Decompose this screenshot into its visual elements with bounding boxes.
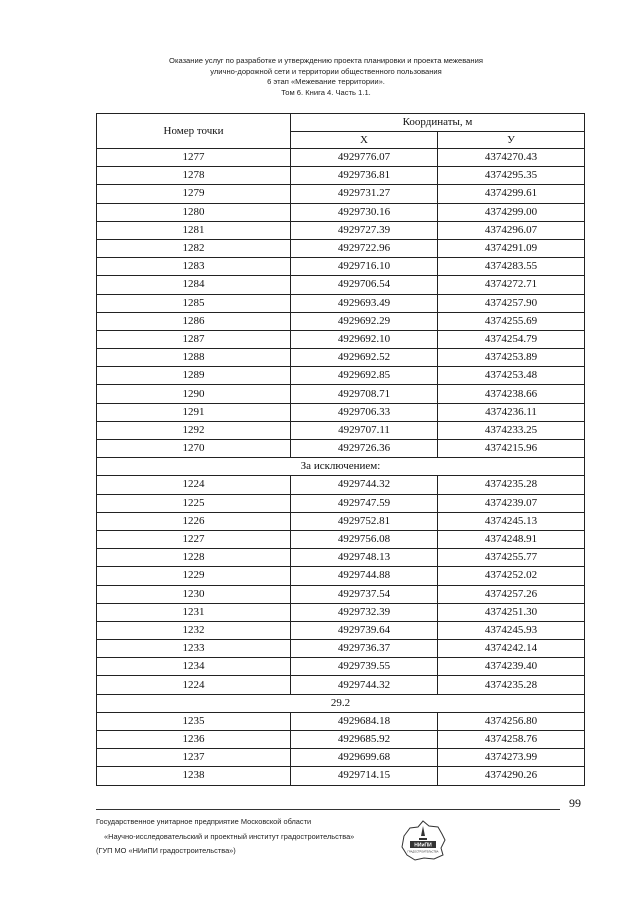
point-number-cell: 1289: [97, 367, 291, 385]
table-row: [97, 749, 585, 767]
table-row: [97, 385, 585, 403]
x-coordinate-cell: 4929708.71: [291, 385, 438, 403]
table-row: [97, 221, 585, 239]
x-coordinate-cell: 4929692.85: [291, 367, 438, 385]
x-coordinate-cell: 4929722.96: [291, 239, 438, 257]
table-row: [97, 712, 585, 730]
x-coordinate-cell: 4929732.39: [291, 603, 438, 621]
x-coordinate-cell: 4929752.81: [291, 512, 438, 530]
footer-line-3: (ГУП МО «НИиПИ градостроительства»): [96, 846, 236, 855]
x-coordinate-cell: 4929730.16: [291, 203, 438, 221]
table-body: [97, 149, 585, 786]
table-row: [97, 440, 585, 458]
page-number: 99: [569, 796, 581, 810]
x-coordinate-cell: 4929744.32: [291, 676, 438, 694]
point-number-cell: 1236: [97, 731, 291, 749]
y-coordinate-cell: 4374235.28: [438, 676, 585, 694]
header-line-3: 6 этап «Межевание территории».: [267, 77, 385, 87]
x-coordinate-cell: 4929727.39: [291, 221, 438, 239]
x-coordinate-cell: 4929744.32: [291, 476, 438, 494]
point-number-cell: 1277: [97, 149, 291, 167]
table-row: [97, 258, 585, 276]
document-footer: [96, 815, 354, 859]
table-row: [97, 767, 585, 785]
y-coordinate-cell: 4374296.07: [438, 221, 585, 239]
point-number-cell: 1238: [97, 767, 291, 785]
point-number-cell: 1281: [97, 221, 291, 239]
header-line-2: улично-дорожной сети и территории общественного пользования: [210, 66, 442, 76]
point-number-cell: 1229: [97, 567, 291, 585]
table-row: [97, 567, 585, 585]
footer-divider: [96, 809, 560, 810]
point-number-cell: 1225: [97, 494, 291, 512]
table-row: [97, 203, 585, 221]
x-coordinate-cell: 4929748.13: [291, 549, 438, 567]
table-row: [97, 621, 585, 639]
y-coordinate-cell: 4374239.40: [438, 658, 585, 676]
document-header: [100, 56, 552, 98]
point-number-cell: 1228: [97, 549, 291, 567]
header-line-4: Том 6. Книга 4. Часть 1.1.: [281, 87, 371, 97]
point-number-cell: 1230: [97, 585, 291, 603]
section-row: [97, 694, 585, 712]
y-coordinate-cell: 4374252.02: [438, 567, 585, 585]
logo-text-bottom: ГРАДОСТРОИТЕЛЬСТВА: [407, 850, 439, 854]
x-coordinate-cell: 4929692.52: [291, 349, 438, 367]
x-coordinate-cell: 4929716.10: [291, 258, 438, 276]
x-coordinate-cell: 4929693.49: [291, 294, 438, 312]
table-row: [97, 603, 585, 621]
logo-text-top: НИиПИ: [414, 842, 432, 849]
table-row: [97, 149, 585, 167]
table-row: [97, 731, 585, 749]
table-row: [97, 294, 585, 312]
table-row: [97, 349, 585, 367]
footer-line-1: Государственное унитарное предприятие Московской области: [96, 817, 312, 826]
y-coordinate-cell: 4374253.48: [438, 367, 585, 385]
y-coordinate-cell: 4374251.30: [438, 603, 585, 621]
section-row: [97, 458, 585, 476]
table-row: [97, 585, 585, 603]
table-row: [97, 239, 585, 257]
x-coordinate-cell: 4929692.10: [291, 330, 438, 348]
table-row: [97, 549, 585, 567]
header-coordinates: Координаты, м: [291, 114, 585, 132]
header-y: У: [438, 131, 585, 149]
y-coordinate-cell: 4374236.11: [438, 403, 585, 421]
point-number-cell: 1224: [97, 676, 291, 694]
point-number-cell: 1237: [97, 749, 291, 767]
y-coordinate-cell: 4374299.00: [438, 203, 585, 221]
y-coordinate-cell: 4374254.79: [438, 330, 585, 348]
point-number-cell: 1284: [97, 276, 291, 294]
x-coordinate-cell: 4929731.27: [291, 185, 438, 203]
table-row: [97, 167, 585, 185]
x-coordinate-cell: 4929692.29: [291, 312, 438, 330]
y-coordinate-cell: 4374291.09: [438, 239, 585, 257]
x-coordinate-cell: 4929737.54: [291, 585, 438, 603]
point-number-cell: 1226: [97, 512, 291, 530]
point-number-cell: 1287: [97, 330, 291, 348]
x-coordinate-cell: 4929706.33: [291, 403, 438, 421]
y-coordinate-cell: 4374270.43: [438, 149, 585, 167]
x-coordinate-cell: 4929776.07: [291, 149, 438, 167]
y-coordinate-cell: 4374273.99: [438, 749, 585, 767]
x-coordinate-cell: 4929747.59: [291, 494, 438, 512]
x-coordinate-cell: 4929714.15: [291, 767, 438, 785]
section-label: 29.2: [97, 694, 585, 712]
y-coordinate-cell: 4374248.91: [438, 530, 585, 548]
x-coordinate-cell: 4929685.92: [291, 731, 438, 749]
y-coordinate-cell: 4374257.90: [438, 294, 585, 312]
table-row: [97, 330, 585, 348]
point-number-cell: 1227: [97, 530, 291, 548]
footer-line-2: «Научно-исследовательский и проектный институт градостроительства»: [104, 831, 355, 841]
y-coordinate-cell: 4374253.89: [438, 349, 585, 367]
point-number-cell: 1224: [97, 476, 291, 494]
x-coordinate-cell: 4929726.36: [291, 440, 438, 458]
y-coordinate-cell: 4374242.14: [438, 640, 585, 658]
point-number-cell: 1288: [97, 349, 291, 367]
table-row: [97, 512, 585, 530]
point-number-cell: 1282: [97, 239, 291, 257]
y-coordinate-cell: 4374245.13: [438, 512, 585, 530]
x-coordinate-cell: 4929739.64: [291, 621, 438, 639]
point-number-cell: 1233: [97, 640, 291, 658]
table-row: [97, 403, 585, 421]
point-number-cell: 1232: [97, 621, 291, 639]
table-row: [97, 421, 585, 439]
y-coordinate-cell: 4374299.61: [438, 185, 585, 203]
y-coordinate-cell: 4374255.77: [438, 549, 585, 567]
y-coordinate-cell: 4374290.26: [438, 767, 585, 785]
header-x: X: [291, 131, 438, 149]
point-number-cell: 1286: [97, 312, 291, 330]
y-coordinate-cell: 4374233.25: [438, 421, 585, 439]
y-coordinate-cell: 4374239.07: [438, 494, 585, 512]
x-coordinate-cell: 4929736.81: [291, 167, 438, 185]
point-number-cell: 1270: [97, 440, 291, 458]
y-coordinate-cell: 4374283.55: [438, 258, 585, 276]
y-coordinate-cell: 4374245.93: [438, 621, 585, 639]
y-coordinate-cell: 4374215.96: [438, 440, 585, 458]
x-coordinate-cell: 4929739.55: [291, 658, 438, 676]
x-coordinate-cell: 4929707.11: [291, 421, 438, 439]
x-coordinate-cell: 4929699.68: [291, 749, 438, 767]
point-number-cell: 1283: [97, 258, 291, 276]
x-coordinate-cell: 4929684.18: [291, 712, 438, 730]
table-row: [97, 658, 585, 676]
section-label: За исключением:: [97, 458, 585, 476]
point-number-cell: 1279: [97, 185, 291, 203]
x-coordinate-cell: 4929736.37: [291, 640, 438, 658]
x-coordinate-cell: 4929706.54: [291, 276, 438, 294]
point-number-cell: 1231: [97, 603, 291, 621]
y-coordinate-cell: 4374272.71: [438, 276, 585, 294]
table-row: [97, 476, 585, 494]
header-line-1: Оказание услуг по разработке и утверждению проекта планировки и проекта межевания: [169, 56, 483, 65]
header-point-number: Номер точки: [97, 114, 291, 149]
point-number-cell: 1280: [97, 203, 291, 221]
y-coordinate-cell: 4374238.66: [438, 385, 585, 403]
y-coordinate-cell: 4374255.69: [438, 312, 585, 330]
point-number-cell: 1278: [97, 167, 291, 185]
point-number-cell: 1290: [97, 385, 291, 403]
y-coordinate-cell: 4374257.26: [438, 585, 585, 603]
table-row: [97, 530, 585, 548]
table-row: [97, 494, 585, 512]
point-number-cell: 1234: [97, 658, 291, 676]
point-number-cell: 1285: [97, 294, 291, 312]
x-coordinate-cell: 4929756.08: [291, 530, 438, 548]
table-row: [97, 367, 585, 385]
y-coordinate-cell: 4374295.35: [438, 167, 585, 185]
point-number-cell: 1291: [97, 403, 291, 421]
point-number-cell: 1292: [97, 421, 291, 439]
table-row: [97, 676, 585, 694]
x-coordinate-cell: 4929744.88: [291, 567, 438, 585]
institute-logo-icon: [398, 818, 448, 862]
table-row: [97, 312, 585, 330]
coordinates-table: [96, 113, 585, 786]
table-row: [97, 276, 585, 294]
table-row: [97, 640, 585, 658]
y-coordinate-cell: 4374256.80: [438, 712, 585, 730]
y-coordinate-cell: 4374258.76: [438, 731, 585, 749]
y-coordinate-cell: 4374235.28: [438, 476, 585, 494]
table-row: [97, 185, 585, 203]
point-number-cell: 1235: [97, 712, 291, 730]
